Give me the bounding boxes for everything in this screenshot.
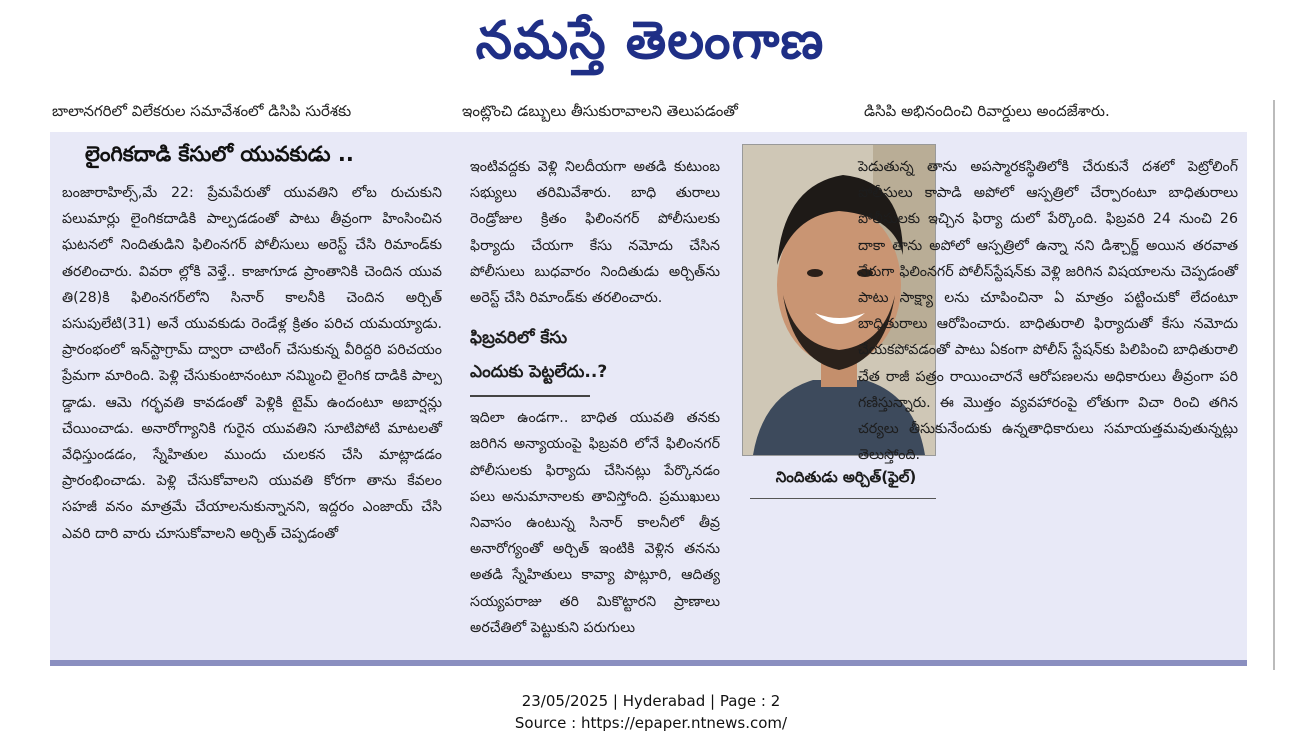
caption-rule <box>750 498 936 499</box>
column-divider <box>1273 100 1275 670</box>
article-paragraph: ఇంటివద్దకు వెళ్లి నిలదీయగా అతడి కుటుంబ సభ్యులు తరిమివేశారు. బాధి తురాలు రెండ్రోజుల క్రితం ఫిలింనగర్ పోలీసులకు ఫిర్యాదు చేయగా కేసు నమోదు చేసిన పోలీసులు బుధవారం నిందితుడు అర్చిత్‌ను అరెస్ట్ చేసి రిమాండ్‌కు తరలించారు. <box>470 159 720 307</box>
article-paragraph: పెడుతున్న తాను అపస్మారకస్థితిలోకి చేరుకునే దశలో పెట్రోలింగ్ పోలీసులు కాపాడి అపోలో ఆస్పత్రిలో చేర్పారంటూ బాధితురాలు పోలీసులకు ఇచ్చిన ఫిర్యా దులో పేర్కొంది. ఫిబ్రవరి 24 నుంచి 26 దాకా తాను అపోలో ఆస్పత్రిలో ఉన్నా నని డిశ్చార్జ్ అయిన తరవాత నేరుగా ఫిలింనగర్ పోలీస్‌స్టేషన్‌కు వెళ్లి జరిగిన విషయాలను చెప్పడంతో పాటు సాక్ష్యా లను చూపించినా ఏ మాత్రం పట్టించుకో లేదంటూ బాధితురాలు ఆరోపించారు. బాధితురాలి ఫిర్యాదుతో కేసు నమోదు చేయకపోవడంతో పాటు ఏకంగా పోలీస్ స్టేషన్‌కు పిలిపించి బాధితురాలి చేత రాజీ పత్రం రాయించారనే ఆరోపణలను అధికారులు తీవ్రంగా పరి గణిస్తున్నారు. ఈ మొత్తం వ్యవహారంపై లోతుగా విచా రించి తగిన చర్యలు తీసుకునేందుకు ఉన్నతాధికారులు సమాయత్తమవుతున్నట్లు తెలుస్తోంది. <box>858 159 1238 464</box>
strip-text-left: బాలానగరిలో విలేకరుల సమావేశంలో డిసిపి సురేశకు <box>52 102 352 120</box>
strip-text-middle: ఇంట్లొంచి డబ్బులు తీసుకురావాలని తెలుపడంతో <box>462 102 738 120</box>
previous-article-strip <box>42 96 1247 130</box>
subheading-line-2: ఎందుకు పెట్టలేదు..? <box>470 362 608 383</box>
article-column-3 <box>858 154 1238 468</box>
article-paragraph: ఇదిలా ఉండగా.. బాధిత యువతి తనకు జరిగిన అన్యాయంపై ఫిబ్రవరి లోనే ఫిలింనగర్ పోలీసులకు ఫిర్యాదు చేసినట్లు పేర్కొనడం పలు అనుమానాలకు తావిస్తోంది. ప్రముఖులు నివాసం ఉంటున్న సినార్ కాలనీలో తీవ్ర అనారోగ్యంతో అర్చిత్ ఇంటికి వెళ్లిన తనను అతడి స్నేహితులు కావ్యా పొట్లూరి, ఆదిత్య సయ్యపరాజు తరి మికొట్టారని ప్రాణాలు అరచేతిలో పెట్టుకుని పరుగులు <box>470 410 720 636</box>
article-headline: లైంగికదాడి కేసులో యువకుడు .. <box>85 142 354 166</box>
article-bottom-rule <box>50 660 1247 666</box>
strip-text-right: డిసిపి అభినందించి రివార్డులు అందజేశారు. <box>864 102 1110 120</box>
subheading-line-1: ఫిబ్రవరిలో కేసు <box>470 328 568 349</box>
source-link[interactable]: https://epaper.ntnews.com/ <box>581 714 788 732</box>
subheading-rule <box>470 395 590 397</box>
source-label: Source : <box>514 714 581 732</box>
photo-caption: నిందితుడు అర్చిత్(ఫైల్) <box>775 468 917 486</box>
article-column-1 <box>62 180 442 547</box>
news-article <box>50 132 1247 662</box>
article-paragraph: బంజారాహిల్స్,మే 22: ప్రేమపేరుతో యువతిని లోబ రుచుకుని పలుమార్లు లైంగికదాడికి పాల్పడడంతో పాటు తీవ్రంగా హింసించిన ఘటనలో నిందితుడిని ఫిలింనగర్ పోలీసులు అరెస్ట్ చేసి రిమాండ్‌కు తరలించారు. వివరా ల్లోకి వెళ్తే.. కాజాగూడ ప్రాంతానికి చెందిన యువ తి(28)కి ఫిలింనగర్‌లోని సినార్ కాలనీకి చెందిన అర్చిత్ పసుపులేటి(31) అనే యువకుడు రెండేళ్ల క్రితం పరిచ యమయ్యాడు. ప్రారంభంలో ఇన్‌స్టాగ్రామ్ ద్వారా చాటింగ్ చేసుకున్న వీరిద్దరి పరిచయం ప్రేమగా మారింది. పెళ్లి చేసుకుంటానంటూ నమ్మించి లైంగిక దాడికి పాల్ప డ్డాడు. ఆమె గర్భవతి కావడంతో పెళ్లికి టైమ్ ఉందంటూ అబార్షన్లు చేయించాడు. అనారోగ్యానికి గురైన యువతిని సూటిపోటి మాటలతో వేధిస్తుండడం, స్నేహితుల ముందు చులకన చేసి మాట్లాడడం ప్రారంభించాడు. పెళ్లి చేసుకోవాలని యువతి కోరగా తాను కేవలం సహజీ వనం మాత్రమే చేయాలనుకున్నానని, ఇద్దరం ఎంజాయ్ చేసి ఎవరి దారి వారు చూసుకోవాలని అర్చిత్ చెప్పడంతో <box>62 185 442 542</box>
dateline: 23/05/2025 | Hyderabad | Page : 2 <box>521 692 781 710</box>
source-line <box>0 712 1302 734</box>
newspaper-masthead: నమస్తే తెలంగాణ <box>475 10 825 71</box>
article-column-2 <box>470 154 720 641</box>
page-footer <box>0 690 1302 734</box>
article-subheading <box>470 321 720 389</box>
